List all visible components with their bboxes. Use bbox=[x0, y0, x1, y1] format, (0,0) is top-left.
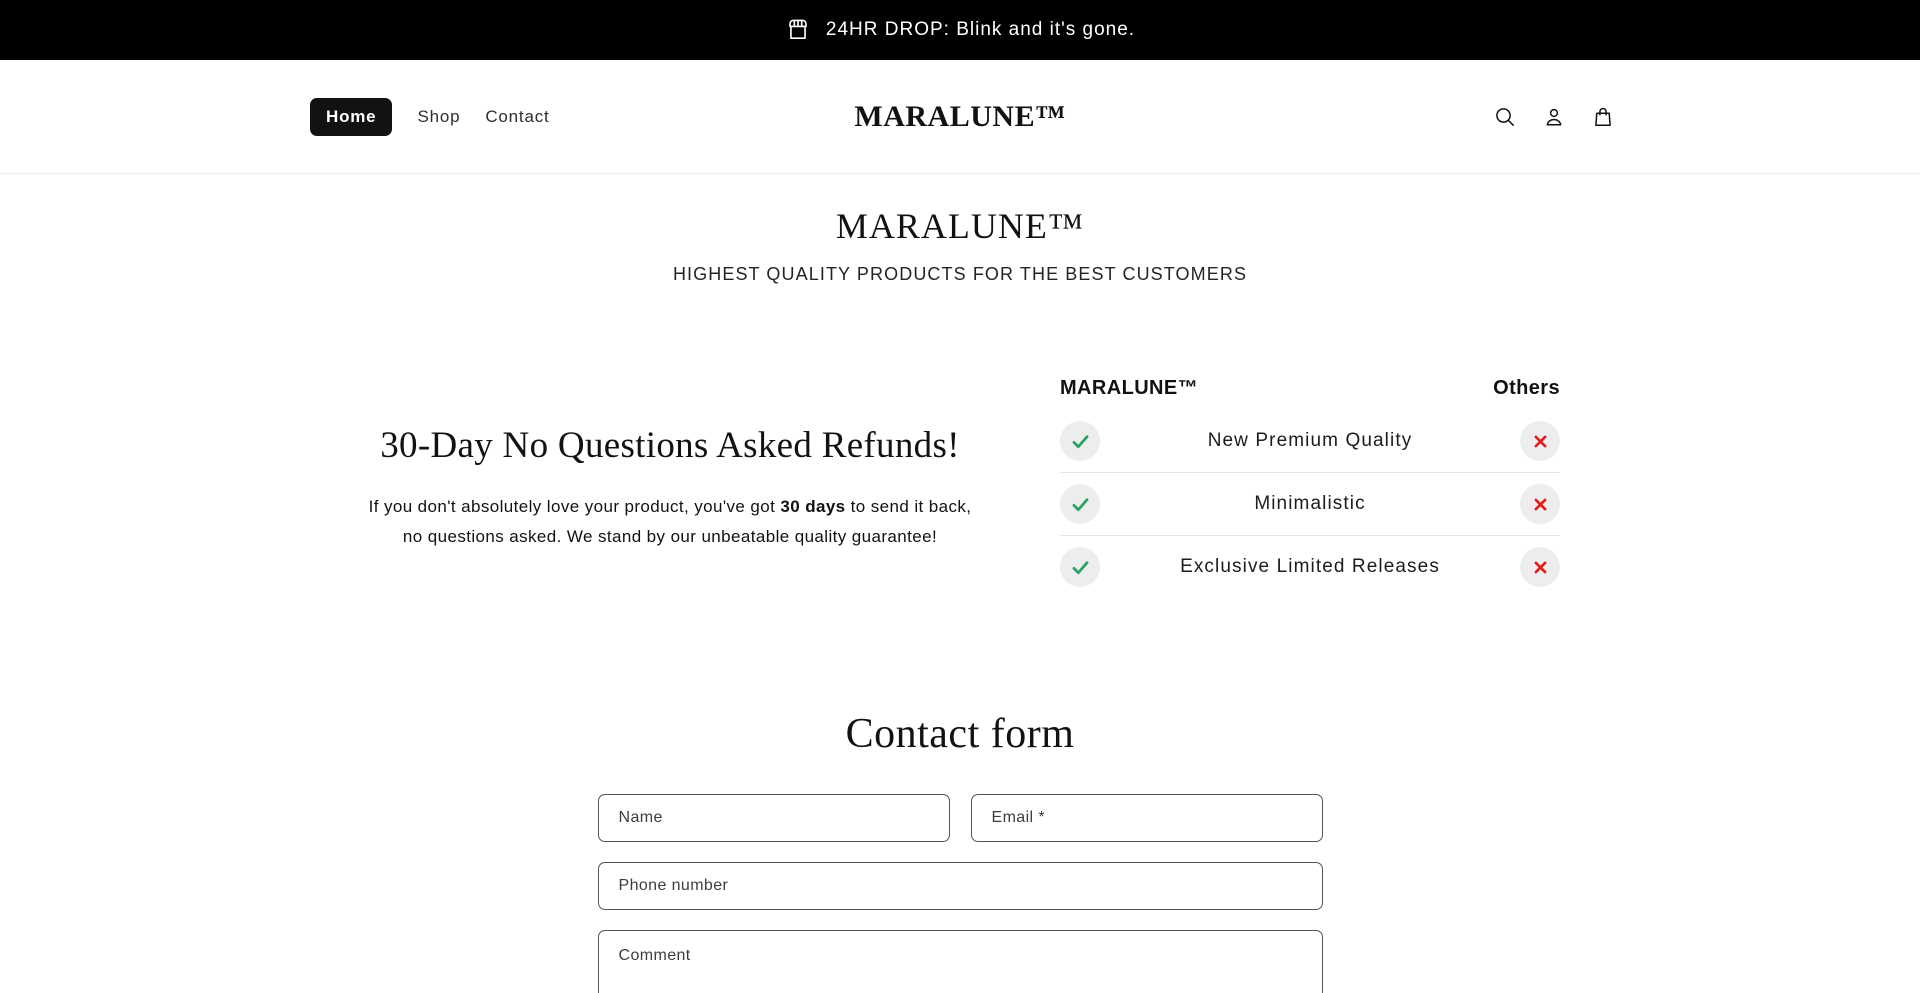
refunds-heading: 30-Day No Questions Asked Refunds! bbox=[380, 424, 960, 466]
table-row bbox=[1060, 535, 1560, 598]
check-circle-icon bbox=[1060, 421, 1100, 461]
contact-section bbox=[0, 710, 1920, 993]
brand-column-header: MARALUNE™ bbox=[1060, 377, 1199, 399]
hero-section bbox=[0, 174, 1920, 285]
contact-form-heading: Contact form bbox=[845, 711, 1075, 757]
cart-icon[interactable] bbox=[1589, 103, 1617, 131]
announcement-bar bbox=[0, 0, 1920, 60]
nav-item-shop[interactable]: Shop bbox=[417, 106, 461, 126]
row-label: Minimalistic bbox=[1254, 493, 1366, 514]
refunds-bold-text: 30 days bbox=[780, 496, 846, 516]
nav-item-home[interactable]: Home bbox=[310, 98, 392, 136]
table-row bbox=[1060, 410, 1560, 472]
comment-field[interactable] bbox=[598, 930, 1323, 993]
others-column-header: Others bbox=[1493, 377, 1560, 399]
nav-item-contact[interactable]: Contact bbox=[485, 106, 550, 126]
phone-field[interactable] bbox=[598, 862, 1323, 910]
page-title: MARALUNE™ bbox=[835, 206, 1085, 246]
storefront-icon bbox=[785, 17, 811, 43]
comparison-table bbox=[1060, 377, 1560, 598]
row-label: New Premium Quality bbox=[1207, 430, 1413, 451]
header-icons bbox=[1491, 103, 1617, 131]
check-circle-icon bbox=[1060, 547, 1100, 587]
site-header bbox=[0, 60, 1920, 174]
main-nav bbox=[310, 98, 550, 136]
search-icon[interactable] bbox=[1491, 103, 1519, 131]
cross-circle-icon bbox=[1520, 547, 1560, 587]
comparison-table-header bbox=[1060, 377, 1560, 410]
page-subtitle: HIGHEST QUALITY PRODUCTS FOR THE BEST CUSTOMERS bbox=[672, 264, 1248, 284]
table-row bbox=[1060, 472, 1560, 535]
comparison-section bbox=[360, 377, 1560, 598]
email-field[interactable] bbox=[971, 794, 1323, 842]
logo[interactable]: MARALUNE™ bbox=[854, 99, 1066, 133]
row-label: Exclusive Limited Releases bbox=[1180, 556, 1440, 577]
contact-form bbox=[598, 794, 1323, 993]
refunds-block bbox=[360, 424, 980, 552]
name-field[interactable] bbox=[598, 794, 950, 842]
cross-circle-icon bbox=[1520, 484, 1560, 524]
refunds-text: If you don't absolutely love your product, you've got 30 days to send it back, no questions asked. We stand by our unbeatable quality guarantee! bbox=[368, 496, 972, 546]
announcement-text: 24HR DROP: Blink and it's gone. bbox=[825, 19, 1136, 40]
account-icon[interactable] bbox=[1540, 103, 1568, 131]
cross-circle-icon bbox=[1520, 421, 1560, 461]
check-circle-icon bbox=[1060, 484, 1100, 524]
